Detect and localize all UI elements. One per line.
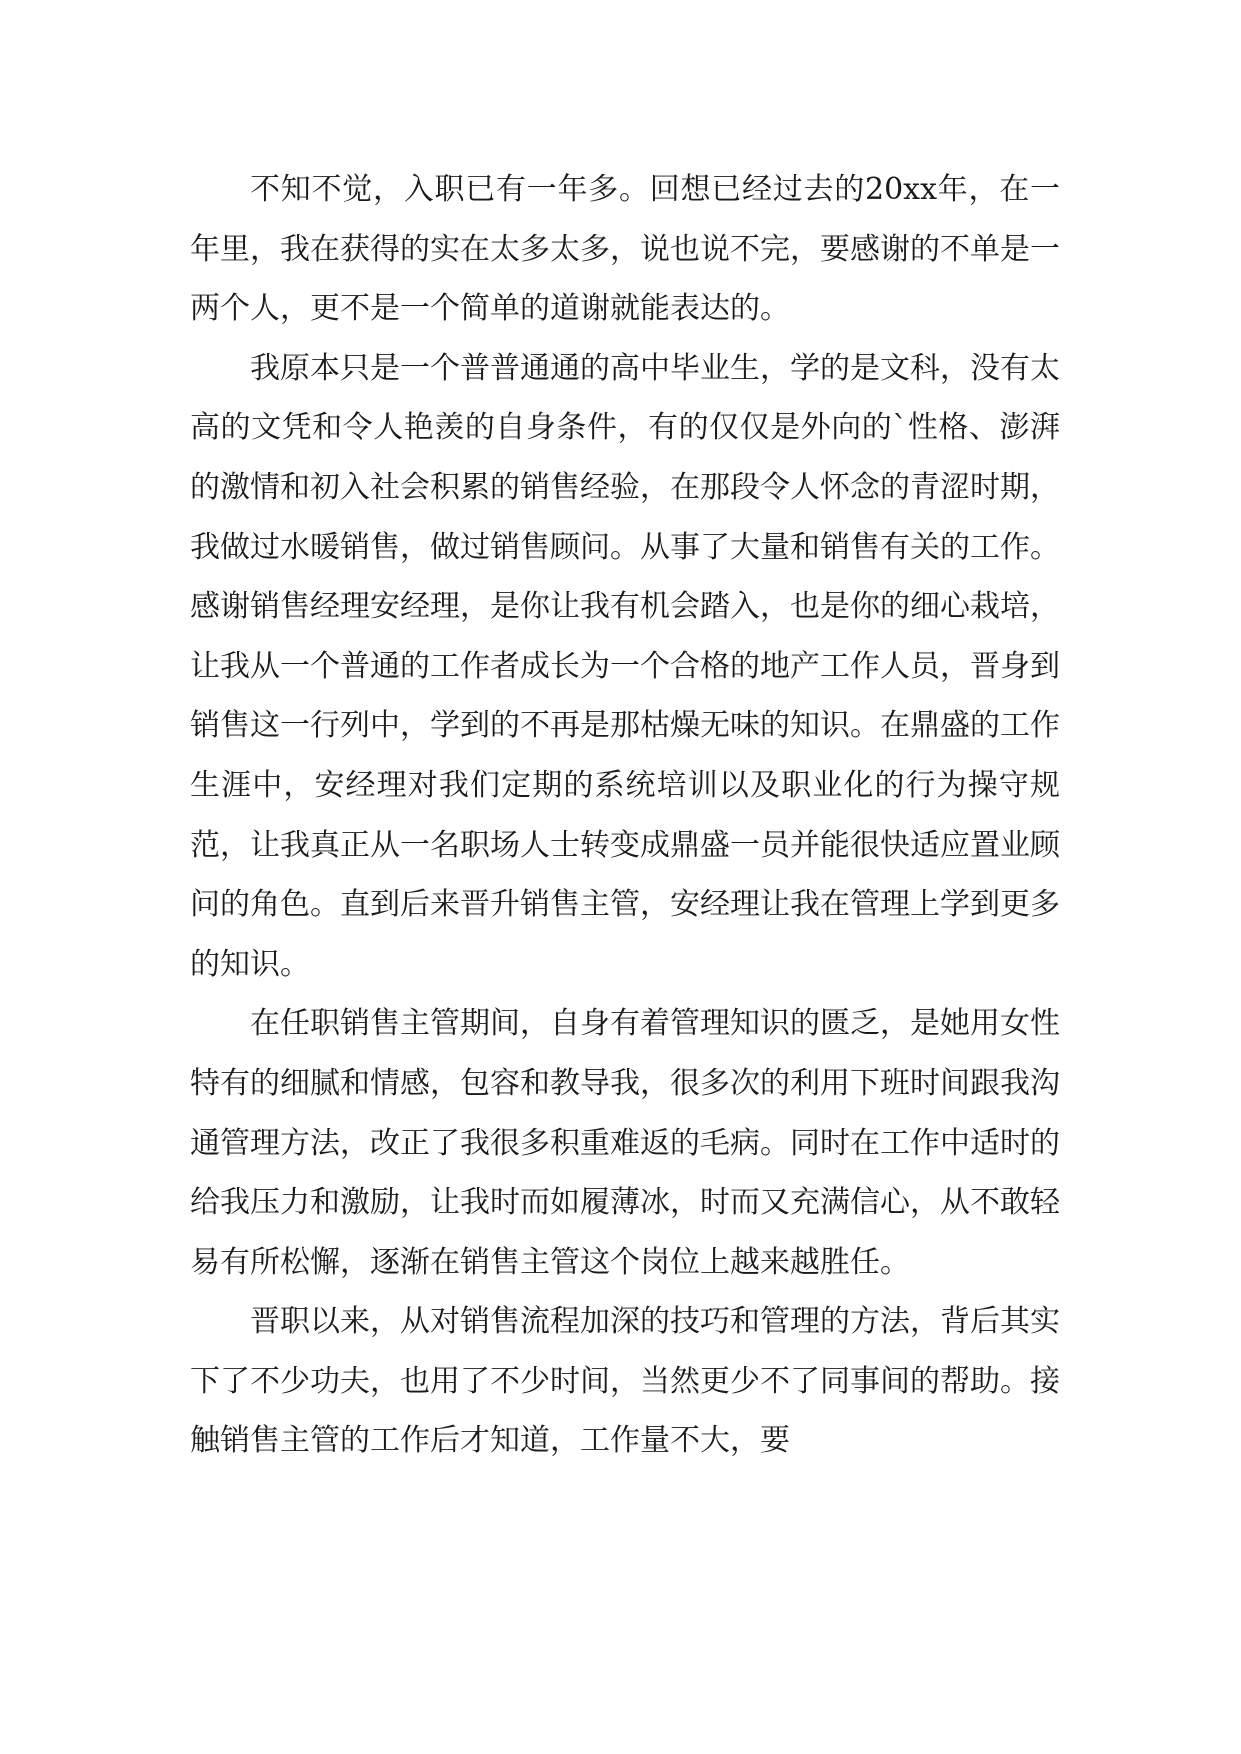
paragraph-1: 不知不觉，入职已有一年多。回想已经过去的20xx年，在一年里，我在获得的实在太多太多，说也说不完，要感谢的不单是一两个人，更不是一个简单的道谢就能表达的。 bbox=[190, 172, 1060, 327]
paragraph-3: 在任职销售主管期间，自身有着管理知识的匮乏，是她用女性特有的细腻和情感，包容和教导我，很多次的利用下班时间跟我沟通管理方法，改正了我很多积重难返的毛病。同时在工作中适时的给我压力和激励，让我时而如履薄冰，时而又充满信心，从不敢轻易有所松懈，逐渐在销售主管这个岗位上越来越胜任。 bbox=[190, 1006, 1060, 1280]
document-body bbox=[190, 160, 1060, 1471]
paragraph-2: 我原本只是一个普普通通的高中毕业生，学的是文科，没有太高的文凭和令人艳羡的自身条件，有的仅仅是外向的`性格、澎湃的激情和初入社会积累的销售经验，在那段令人怀念的青涩时期，我做过水暖销售，做过销售顾问。从事了大量和销售有关的工作。感谢销售经理安经理，是你让我有机会踏入，也是你的细心栽培，让我从一个普通的工作者成长为一个合格的地产工作人员，晋身到销售这一行列中，学到的不再是那枯燥无味的知识。在鼎盛的工作生涯中，安经理对我们定期的系统培训以及职业化的行为操守规范，让我真正从一名职场人士转变成鼎盛一员并能很快适应置业顾问的角色。直到后来晋升销售主管，安经理让我在管理上学到更多的知识。 bbox=[190, 350, 1060, 982]
paragraph-4: 晋职以来，从对销售流程加深的技巧和管理的方法，背后其实下了不少功夫，也用了不少时间，当然更少不了同事间的帮助。接触销售主管的工作后才知道，工作量不大，要 bbox=[190, 1304, 1060, 1459]
